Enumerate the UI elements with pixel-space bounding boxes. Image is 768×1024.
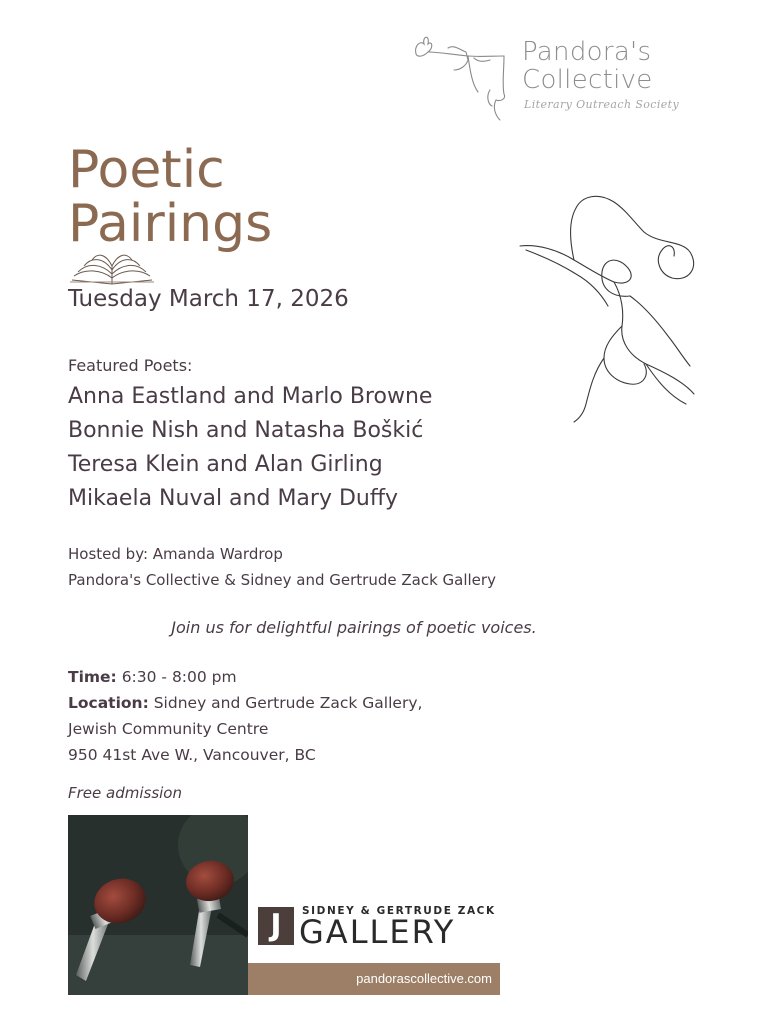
event-title [68, 140, 398, 254]
event-details [68, 664, 628, 768]
gallery-logo-top: SIDNEY & GERTRUDE ZACK [302, 905, 496, 917]
location-line2: Jewish Community Centre [68, 720, 269, 738]
event-tagline: Join us for delightful pairings of poetic voices. [171, 618, 537, 637]
location-row [68, 690, 628, 716]
hosted-by-line: Hosted by: Amanda Wardrop [68, 545, 283, 563]
poet-pair: Bonnie Nish and Natasha Boškić [68, 418, 424, 443]
location-line3: 950 41st Ave W., Vancouver, BC [68, 746, 316, 764]
website-bar [248, 963, 500, 995]
poet-pair: Anna Eastland and Marlo Browne [68, 384, 433, 409]
logo-tagline: Literary Outreach Society [524, 98, 680, 111]
location-label: Location: [68, 694, 149, 712]
website-link[interactable]: pandorascollective.com [356, 971, 492, 986]
featured-poets-label: Featured Poets: [68, 356, 193, 375]
pandoras-collective-logo-figure [408, 26, 520, 122]
event-title-line2: Pairings [68, 194, 273, 254]
microphone-icon [68, 815, 248, 995]
logo-title-line2: Collective [522, 65, 653, 95]
logo-title-line1: Pandora's [522, 37, 652, 67]
gallery-logo-mark [258, 907, 294, 945]
poet-pair: Teresa Klein and Alan Girling [68, 452, 383, 477]
location-line1: Sidney and Gertrude Zack Gallery, [153, 694, 423, 712]
time-row [68, 664, 628, 690]
logo-title [522, 38, 722, 94]
event-title-line1: Poetic [68, 140, 225, 200]
hosted-by [68, 541, 708, 593]
poet-pairs-list [68, 380, 568, 516]
microphones-photo [68, 815, 248, 995]
admission-note: Free admission [68, 784, 182, 802]
open-book-icon [68, 242, 156, 288]
time-value: 6:30 - 8:00 pm [121, 668, 237, 686]
time-label: Time: [68, 668, 117, 686]
event-date: Tuesday March 17, 2026 [68, 286, 349, 312]
gallery-logo-word: GALLERY [299, 913, 456, 951]
poet-pair: Mikaela Nuval and Mary Duffy [68, 486, 399, 511]
gallery-mark-letter: J [270, 908, 282, 943]
hosts-line: Pandora's Collective & Sidney and Gertrude Zack Gallery [68, 571, 496, 589]
